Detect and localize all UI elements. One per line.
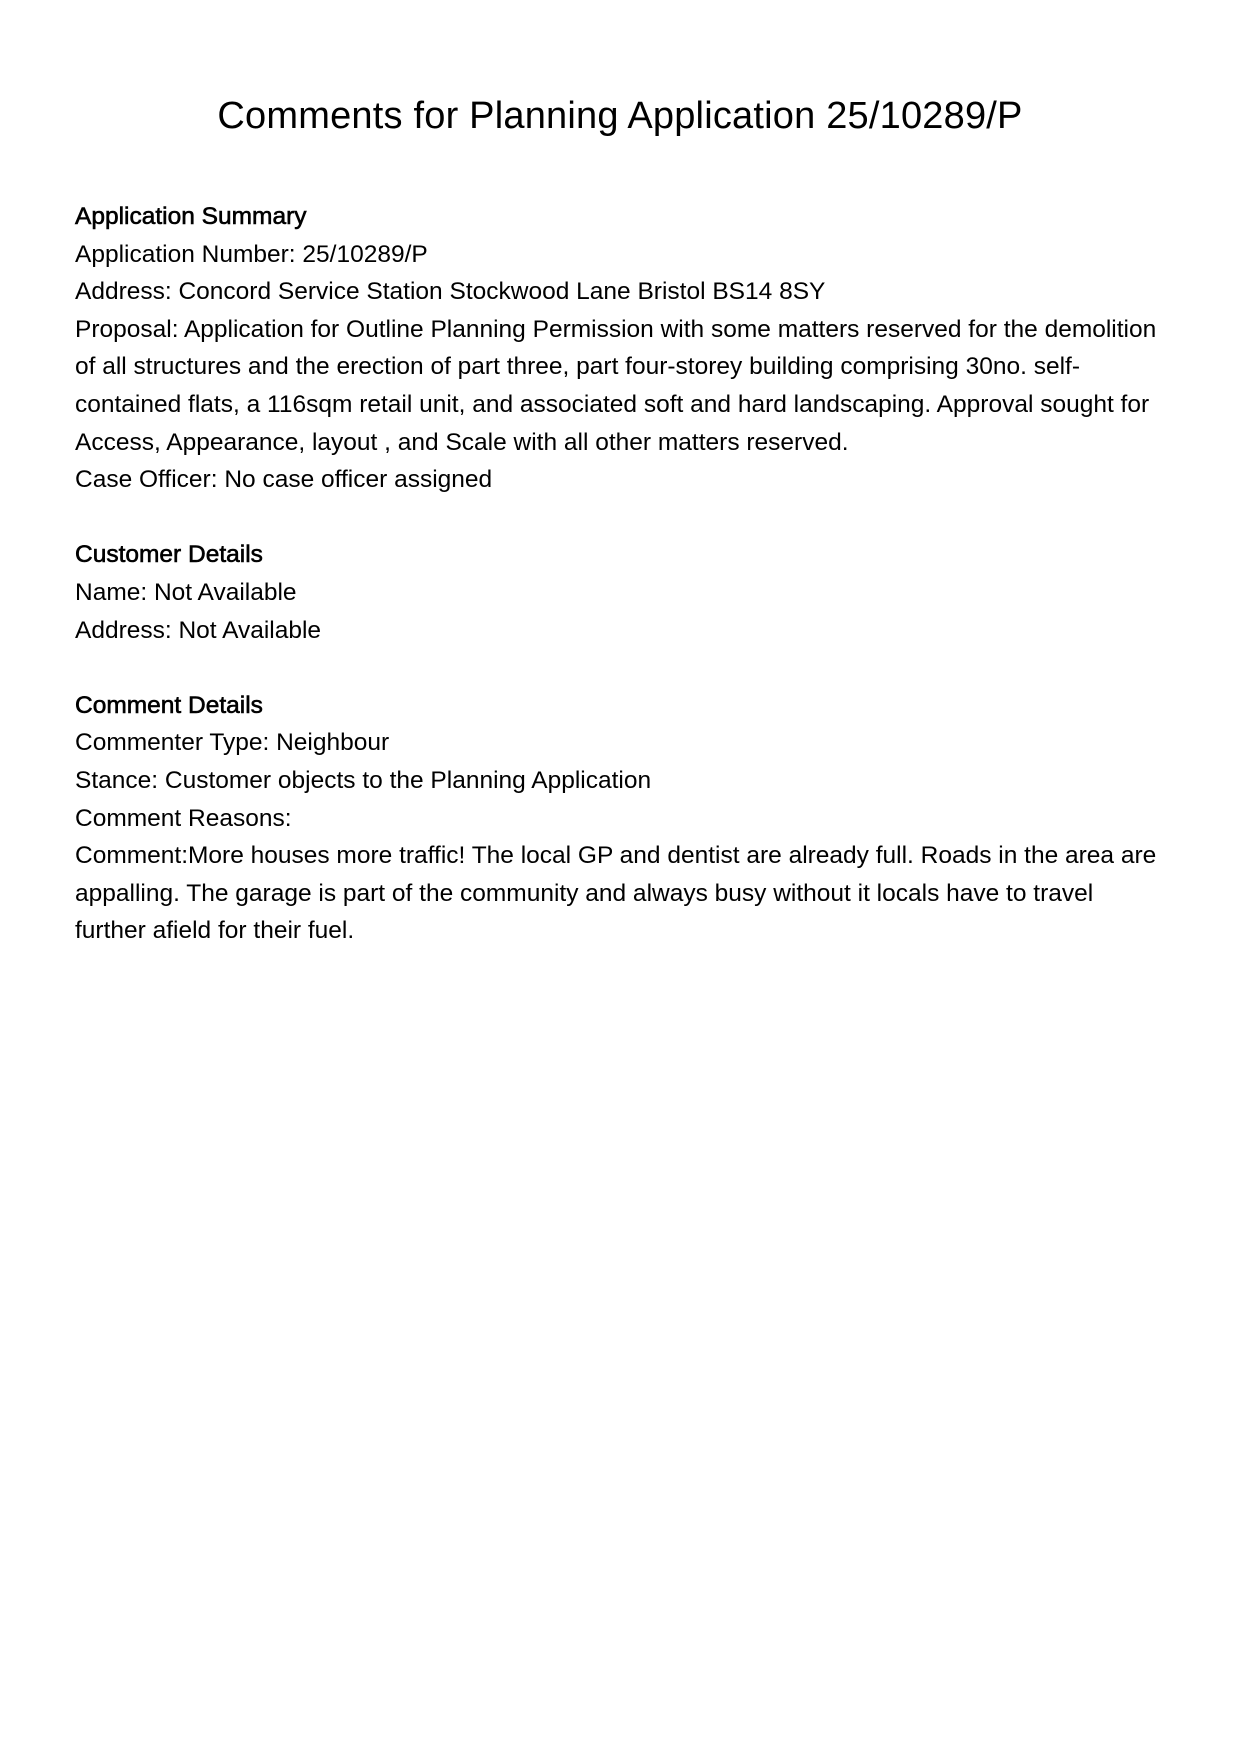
customer-details-heading: Customer Details <box>75 541 263 569</box>
comment-text: Comment:More houses more traffic! The local GP and dentist are already full. Roads in the area are appalling. The garage is part of the community and always busy without it locals have to travel further afield for their fuel. <box>75 842 1157 945</box>
comment-reasons: Comment Reasons: <box>75 804 292 832</box>
customer-address: Address: Not Available <box>75 616 322 644</box>
customer-name: Name: Not Available <box>75 578 297 606</box>
customer-details-section <box>75 536 1170 649</box>
comment-stance: Stance: Customer objects to the Planning Application <box>75 766 652 794</box>
comment-details-heading: Comment Details <box>75 691 263 719</box>
application-address: Address: Concord Service Station Stockwood Lane Bristol BS14 8SY <box>75 278 826 306</box>
application-proposal: Proposal: Application for Outline Planning Permission with some matters reserved for the demolition of all structures and the erection of part three, part four-storey building comprising 30no. self-contained flats, a 116sqm retail unit, and associated soft and hard landscaping. Approval sought for Access, Appearance, layout , and Scale with all other matters reserved. <box>75 315 1157 456</box>
application-summary-heading: Application Summary <box>75 203 307 230</box>
case-officer: Case Officer: No case officer assigned <box>75 466 493 494</box>
document-title: Comments for Planning Application 25/10289/P <box>217 95 1023 137</box>
application-summary-section <box>75 198 1170 499</box>
comment-details-section <box>75 687 1170 950</box>
commenter-type: Commenter Type: Neighbour <box>75 729 390 757</box>
document-body <box>75 198 1170 987</box>
application-number: Application Number: 25/10289/P <box>75 240 428 268</box>
